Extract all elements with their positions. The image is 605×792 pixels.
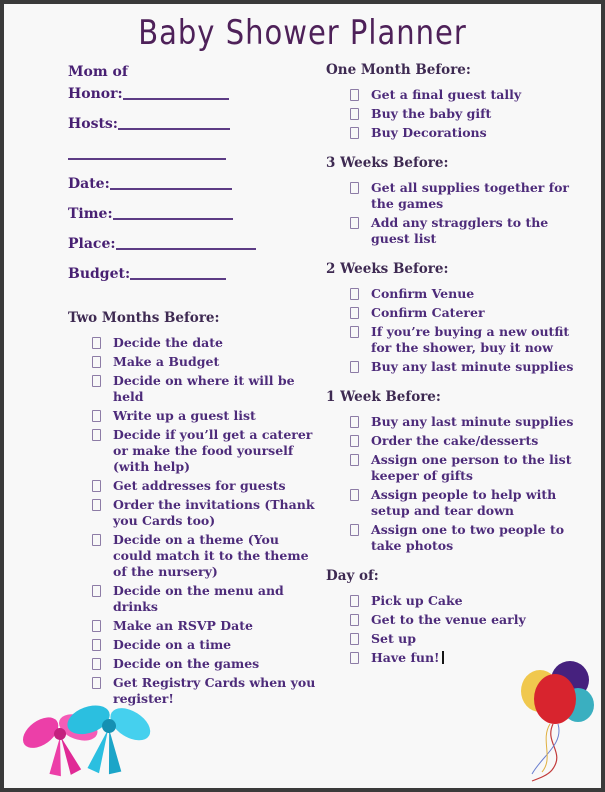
checklist-item: Confirm Venue	[350, 286, 584, 302]
checklist-item: Assign one person to the list keeper of gifts	[350, 452, 584, 484]
checklist-item: Get all supplies together for the games	[350, 180, 584, 212]
checklist-item: Have fun!	[350, 650, 584, 666]
field-label: Mom of	[68, 64, 128, 80]
balloon-string	[542, 724, 550, 772]
empty-checkbox-icon	[350, 633, 359, 645]
checklist-item: Get a final guest tally	[350, 87, 584, 103]
checklist-item: Pick up Cake	[350, 593, 584, 609]
empty-checkbox-icon	[92, 337, 101, 349]
two-weeks-checklist	[326, 286, 584, 375]
field-date	[68, 174, 318, 194]
checklist-item: Add any stragglers to the guest list	[350, 215, 584, 247]
checklist-item: Decide on the games	[92, 656, 318, 672]
checklist-item: Buy the baby gift	[350, 106, 584, 122]
checklist-item: Buy Decorations	[350, 125, 584, 141]
checklist-item: Decide if you’ll get a caterer or make the food yourself (with help)	[92, 427, 318, 475]
checklist-item: Decide the date	[92, 335, 318, 351]
fill-in-line	[116, 236, 256, 250]
empty-checkbox-icon	[350, 361, 359, 373]
one-month-checklist	[326, 87, 584, 141]
section-heading-two-months: Two Months Before:	[68, 310, 220, 326]
empty-checkbox-icon	[350, 127, 359, 139]
field-time	[68, 204, 318, 224]
checklist-item: Buy any last minute supplies	[350, 359, 584, 375]
checklist-item: Decide on a time	[92, 637, 318, 653]
fill-in-line	[110, 176, 232, 190]
section-heading-1-week: 1 Week Before:	[326, 389, 441, 405]
checklist-item: If you’re buying a new outfit for the shower, buy it now	[350, 324, 584, 356]
empty-checkbox-icon	[350, 182, 359, 194]
fill-in-line	[68, 146, 226, 160]
empty-checkbox-icon	[92, 677, 101, 689]
field-label: Budget:	[68, 266, 131, 282]
empty-checkbox-icon	[350, 217, 359, 229]
field-budget	[68, 264, 318, 284]
field-label: Hosts:	[68, 116, 118, 132]
checklist-item: Confirm Caterer	[350, 305, 584, 321]
left-column	[68, 62, 318, 711]
checklist-item: Order the invitations (Thank you Cards too)	[92, 497, 318, 529]
field-label: Place:	[68, 236, 116, 252]
section-heading-3-weeks: 3 Weeks Before:	[326, 155, 449, 171]
empty-checkbox-icon	[92, 480, 101, 492]
empty-checkbox-icon	[350, 326, 359, 338]
empty-checkbox-icon	[92, 534, 101, 546]
page-title: Baby Shower Planner	[138, 12, 467, 53]
balloon-string	[532, 724, 557, 781]
checklist-item: Set up	[350, 631, 584, 647]
checklist-item: Get to the venue early	[350, 612, 584, 628]
checklist-item: Assign people to help with setup and tear down	[350, 487, 584, 519]
text-cursor	[442, 651, 444, 664]
checklist-item: Get Registry Cards when you register!	[92, 675, 318, 707]
one-week-checklist	[326, 414, 584, 554]
empty-checkbox-icon	[350, 89, 359, 101]
field-honor	[68, 84, 318, 104]
empty-checkbox-icon	[350, 307, 359, 319]
fill-in-line	[118, 116, 230, 130]
checklist-item: Get addresses for guests	[92, 478, 318, 494]
checklist-item: Make an RSVP Date	[92, 618, 318, 634]
right-column	[326, 62, 584, 670]
field-label: Date:	[68, 176, 110, 192]
fill-in-line	[130, 266, 226, 280]
fill-in-line	[123, 86, 229, 100]
section-heading-2-weeks: 2 Weeks Before:	[326, 261, 449, 277]
checklist-item: Assign one to two people to take photos	[350, 522, 584, 554]
empty-checkbox-icon	[350, 435, 359, 447]
section-heading-day-of: Day of:	[326, 568, 379, 584]
empty-checkbox-icon	[92, 620, 101, 632]
empty-checkbox-icon	[350, 108, 359, 120]
checklist-item: Decide on where it will be held	[92, 373, 318, 405]
field-place	[68, 234, 318, 254]
empty-checkbox-icon	[350, 652, 359, 664]
checklist-item: Buy any last minute supplies	[350, 414, 584, 430]
checklist-item: Order the cake/desserts	[350, 433, 584, 449]
checklist-item: Decide on the menu and drinks	[92, 583, 318, 615]
empty-checkbox-icon	[92, 658, 101, 670]
empty-checkbox-icon	[92, 410, 101, 422]
checklist-item: Decide on a theme (You could match it to the theme of the nursery)	[92, 532, 318, 580]
empty-checkbox-icon	[350, 614, 359, 626]
section-heading-one-month: One Month Before:	[326, 62, 471, 78]
empty-checkbox-icon	[350, 524, 359, 536]
checklist-item: Write up a guest list	[92, 408, 318, 424]
empty-checkbox-icon	[350, 416, 359, 428]
empty-checkbox-icon	[350, 489, 359, 501]
empty-checkbox-icon	[92, 639, 101, 651]
empty-checkbox-icon	[92, 356, 101, 368]
field-mom-of	[68, 62, 318, 82]
red-balloon	[534, 674, 576, 724]
fill-in-line	[113, 206, 233, 220]
field-hosts-extra-line	[68, 144, 318, 164]
two-months-checklist	[68, 335, 318, 707]
checklist-item: Make a Budget	[92, 354, 318, 370]
empty-checkbox-icon	[92, 429, 101, 441]
field-hosts	[68, 114, 318, 134]
balloons-icon	[502, 648, 605, 788]
field-label: Honor:	[68, 86, 123, 102]
empty-checkbox-icon	[92, 585, 101, 597]
empty-checkbox-icon	[92, 375, 101, 387]
empty-checkbox-icon	[92, 499, 101, 511]
field-label: Time:	[68, 206, 113, 222]
empty-checkbox-icon	[350, 595, 359, 607]
empty-checkbox-icon	[350, 288, 359, 300]
three-weeks-checklist	[326, 180, 584, 247]
bows-decoration	[12, 692, 162, 792]
empty-checkbox-icon	[350, 454, 359, 466]
